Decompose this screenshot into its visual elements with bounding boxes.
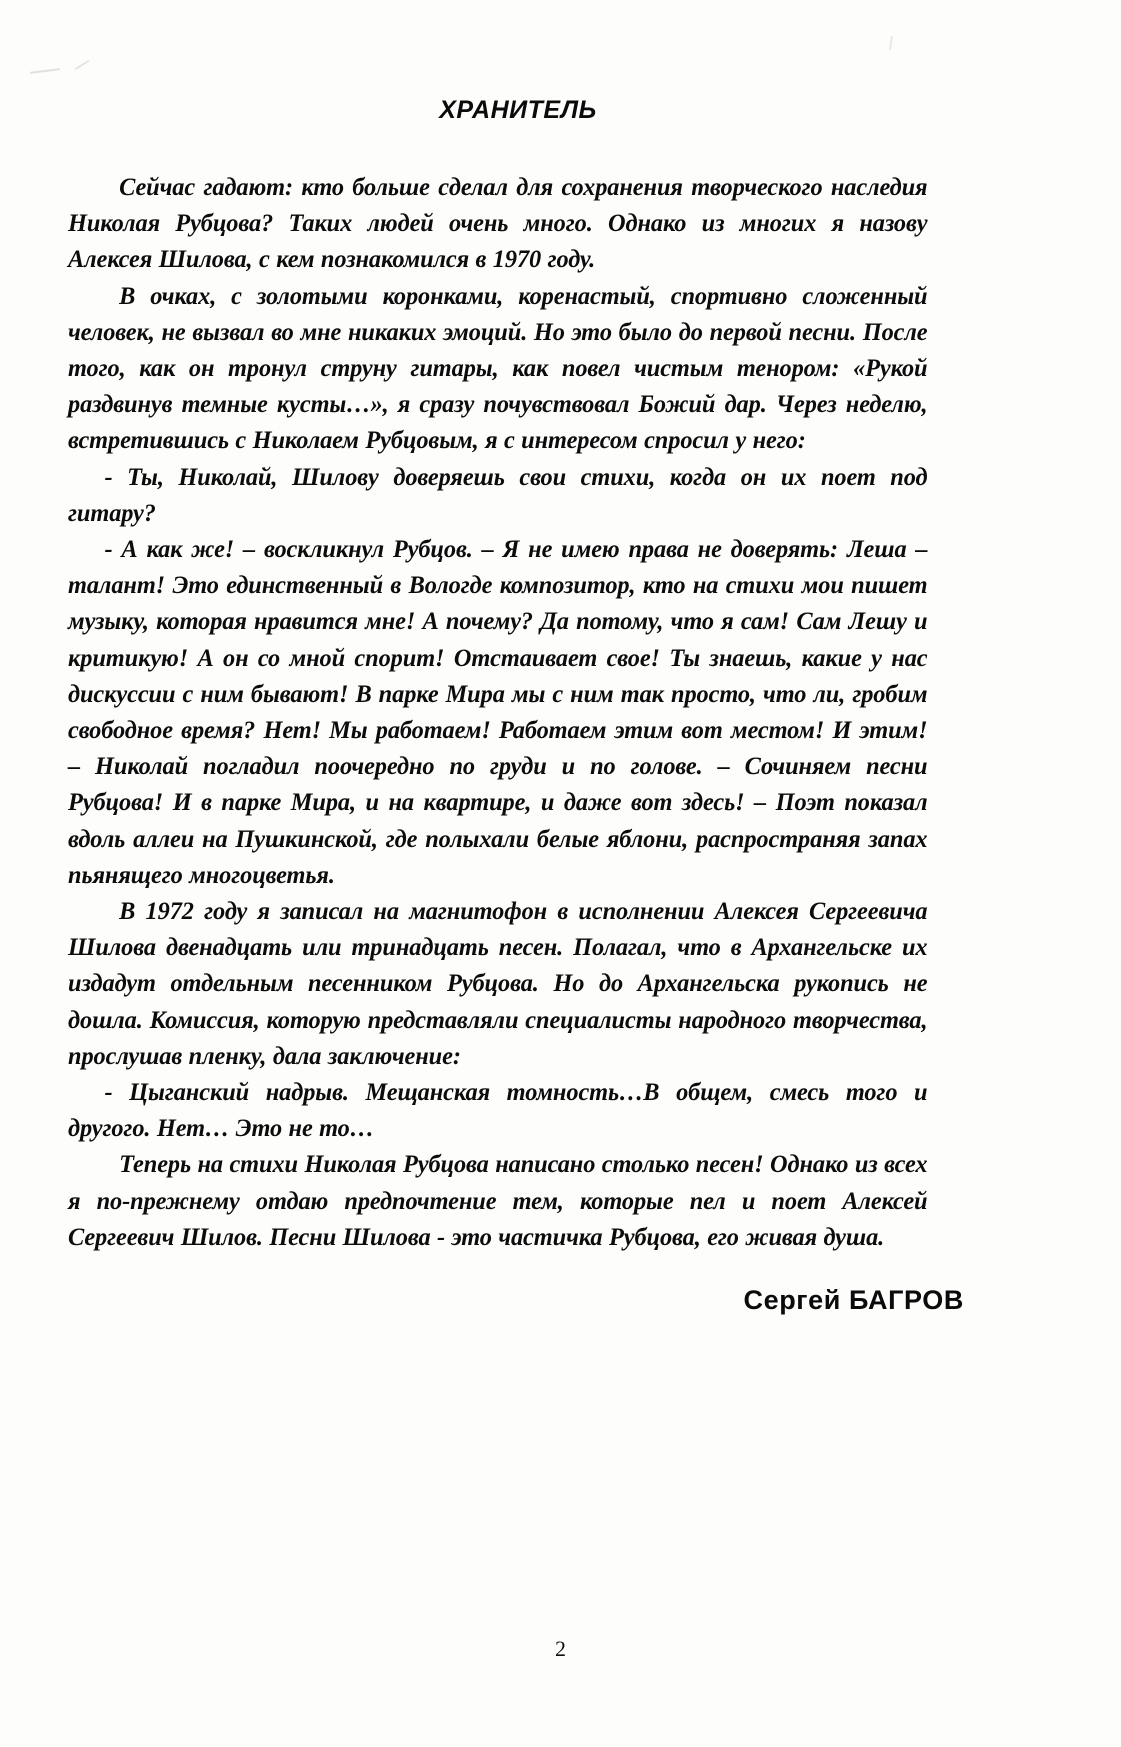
paragraph: Теперь на стихи Николая Рубцова написано столько песен! Однако из всех я по-прежнему отдаю предпочтение тем, которые пел и поет Алексей Сергеевич Шилов. Песни Шилова - это частичка Рубцова, его живая душа. bbox=[68, 1149, 928, 1251]
paragraph: - Ты, Николай, Шилову доверяешь свои стихи, когда он их поет под гитару? bbox=[68, 461, 928, 527]
scan-artifact-mark bbox=[30, 68, 60, 74]
paragraph: - Цыганский надрыв. Мещанская томность…В общем, смесь того и другого. Нет… Это не то… bbox=[68, 1077, 928, 1143]
paragraph: - А как же! – воскликнул Рубцов. – Я не имею права не доверять: Леша – талант! Это единственный в Вологде композитор, кто на стихи мои пишет музыку, которая нравится мне! А почему? Да потому, что я сам! Сам Лешу и критикую! А он со мной спорит! Отстаивает свое! Ты знаешь, какие у нас дискуссии с ним бывают! В парке Мира мы с ним так просто, что ли, гробим свободное время? Нет! Мы работаем! Работаем этим вот местом! И этим! – Николай погладил поочередно по груди и по голове. – Сочиняем песни Рубцова! И в парке Мира, и на квартире, и даже вот здесь! – Поэт показал вдоль аллеи на Пушкинской, где полыхали белые яблони, распространяя запах пьянящего многоцветья. bbox=[68, 534, 928, 889]
paragraph: В очках, с золотыми коронками, коренастый, спортивно сложенный человек, не вызвал во мне никаких эмоций. Но это было до первой песни. После того, как он тронул струну гитары, как повел чистым тенором: «Рукой раздвинув темные кусты…», я сразу почувствовал Божий дар. Через неделю, встретившись с Николаем Рубцовым, я с интересом спросил у него: bbox=[68, 280, 928, 455]
page-title: ХРАНИТЕЛЬ bbox=[439, 96, 597, 124]
page-content bbox=[68, 0, 968, 1316]
page-number: 2 bbox=[555, 1636, 566, 1661]
paragraph: Сейчас гадают: кто больше сделал для сохранения творческого наследия Николая Рубцова? Таких людей очень много. Однако из многих я назову Алексея Шилова, с кем познакомился в 1970 году. bbox=[68, 172, 928, 274]
paragraph: В 1972 году я записал на магнитофон в исполнении Алексея Сергеевича Шилова двенадцать или тринадцать песен. Полагал, что в Архангельске их издадут отдельным песенником Рубцова. Но до Архангельска рукопись не дошла. Комиссия, которую представляли специалисты народного творчества, прослушав пленку, дала заключение: bbox=[68, 896, 928, 1070]
author-signature: Сергей БАГРОВ bbox=[743, 1285, 964, 1316]
article-body bbox=[68, 125, 968, 1255]
